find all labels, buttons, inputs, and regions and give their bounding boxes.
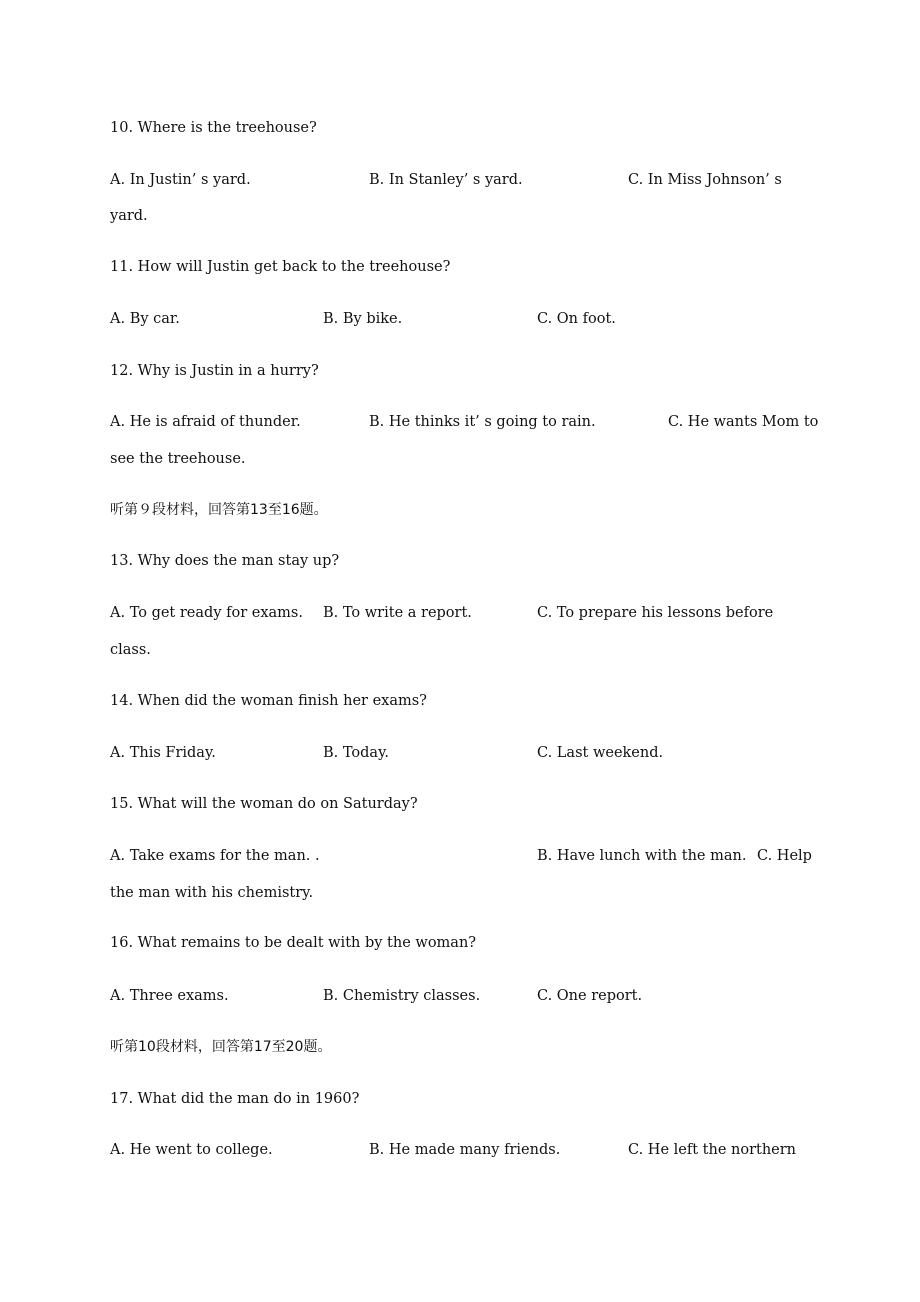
question-12-stem: 12. Why is Justin in a hurry?	[110, 363, 319, 379]
question-12-option-c-continued: see the treehouse.	[110, 451, 246, 467]
question-10-stem: 10. Where is the treehouse?	[110, 120, 317, 136]
question-15-option-c: C. Help	[757, 848, 812, 864]
question-17-stem: 17. What did the man do in 1960?	[110, 1091, 360, 1107]
question-13-stem: 13. Why does the man stay up?	[110, 553, 340, 569]
question-15-option-b: B. Have lunch with the man.	[537, 848, 747, 864]
question-11-option-b: B. By bike.	[323, 311, 403, 327]
question-14-option-b: B. Today.	[323, 745, 389, 761]
question-12-option-b: B. He thinks it’ s going to rain.	[369, 414, 596, 430]
question-11-option-c: C. On foot.	[537, 311, 616, 327]
question-10-option-c-continued: yard.	[110, 208, 148, 224]
question-10-option-c: C. In Miss Johnson’ s	[628, 172, 782, 188]
question-13-option-a: A. To get ready for exams.	[110, 605, 303, 621]
question-13-option-c: C. To prepare his lessons before	[537, 605, 774, 621]
question-16-option-b: B. Chemistry classes.	[323, 988, 481, 1004]
question-15-stem: 15. What will the woman do on Saturday?	[110, 796, 418, 812]
question-17-option-c: C. He left the northern	[628, 1142, 797, 1158]
question-10-option-b: B. In Stanley’ s yard.	[369, 172, 523, 188]
question-16-option-a: A. Three exams.	[110, 988, 229, 1004]
question-17-option-b: B. He made many friends.	[369, 1142, 561, 1158]
question-11-option-a: A. By car.	[110, 311, 180, 327]
question-12-option-a: A. He is afraid of thunder.	[110, 414, 301, 430]
question-15-option-c-continued: the man with his chemistry.	[110, 885, 314, 901]
question-14-stem: 14. When did the woman finish her exams?	[110, 693, 427, 709]
question-10-option-a: A. In Justin’ s yard.	[110, 172, 251, 188]
question-14-option-a: A. This Friday.	[110, 745, 216, 761]
question-16-option-c: C. One report.	[537, 988, 643, 1004]
question-14-option-c: C. Last weekend.	[537, 745, 664, 761]
question-13-option-c-continued: class.	[110, 642, 151, 658]
question-13-option-b: B. To write a report.	[323, 605, 472, 621]
question-17-option-a: A. He went to college.	[110, 1142, 273, 1158]
question-11-stem: 11. How will Justin get back to the treehouse?	[110, 259, 451, 275]
question-16-stem: 16. What remains to be dealt with by the woman?	[110, 935, 477, 951]
question-15-option-a: A. Take exams for the man. .	[110, 848, 320, 864]
section-9-instruction: 听第９段材料，回答第13至16题。	[110, 502, 328, 518]
section-10-instruction: 听第10段材料，回答第17至20题。	[110, 1039, 332, 1055]
question-12-option-c: C. He wants Mom to	[668, 414, 819, 430]
